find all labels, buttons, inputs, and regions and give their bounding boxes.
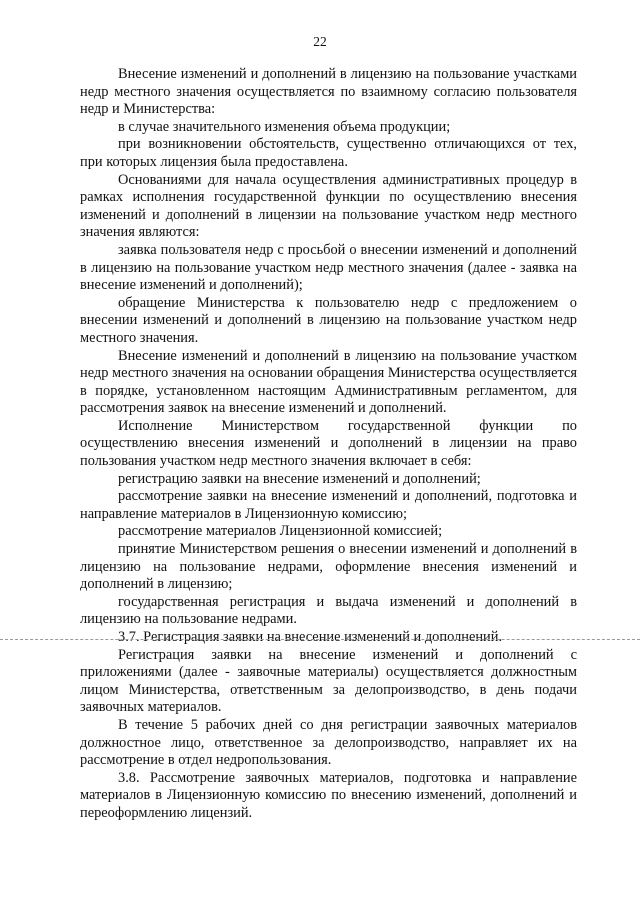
- paragraph: Внесение изменений и дополнений в лицензию на пользование участком недр местного значения на основании обращения Министерства осуществляется в порядке, установленном настоящим Административным регламентом, для рассмотрения заявок на внесение изменений и дополнений.: [80, 347, 577, 417]
- paragraph: принятие Министерством решения о внесении изменений и дополнений в лицензию на пользование недрами, оформление внесения изменений и дополнений в лицензию;: [80, 541, 577, 593]
- paragraph: рассмотрение материалов Лицензионной комиссией;: [118, 523, 443, 540]
- paragraph: заявка пользователя недр с просьбой о внесении изменений и дополнений в лицензию на пользование участком недр местного значения (далее - заявка на внесение изменений и дополнений);: [80, 241, 577, 294]
- page-number: 22: [313, 34, 327, 49]
- paragraph: рассмотрение заявки на внесение изменений и дополнений, подготовка и направление материалов в Лицензионную комиссию;: [80, 488, 577, 522]
- paragraph: Внесение изменений и дополнений в лицензию на пользование участками недр местного значения осуществляется по взаимному согласию пользователя недр и Министерства:: [80, 66, 577, 118]
- paragraph: В течение 5 рабочих дней со дня регистрации заявочных материалов должностное лицо, ответственное за делопроизводство, направляет их на рассмотрение в отдел недропользования.: [80, 716, 577, 769]
- paragraph: обращение Министерства к пользователю недр с предложением о внесении изменений и дополнений в лицензию на пользование участком недр местного значения.: [80, 294, 577, 346]
- paragraph: регистрацию заявки на внесение изменений и дополнений;: [118, 470, 481, 487]
- paragraph: Основаниями для начала осуществления административных процедур в рамках исполнения государственной функции по осуществлению внесения изменений и дополнений в лицензии на пользование участком недр местного значения являются:: [80, 171, 577, 241]
- paragraph: при возникновении обстоятельств, существенно отличающихся от тех, при которых лицензия была предоставлена.: [80, 136, 577, 170]
- document-body: [80, 66, 577, 823]
- paragraph: Исполнение Министерством государственной функции по осуществлению внесения изменений и дополнений в лицензии на право пользования участком недр местного значения включает в себя:: [80, 417, 577, 470]
- scan-artifact-line: [0, 639, 640, 640]
- paragraph: Регистрация заявки на внесение изменений и дополнений с приложениями (далее - заявочные материалы) осуществляется должностным лицом Министерства, ответственным за делопроизводство, в день подачи заявочных материалов.: [80, 646, 577, 716]
- paragraph: государственная регистрация и выдача изменений и дополнений в лицензию на пользование недрами.: [80, 593, 577, 628]
- section-heading: 3.8. Рассмотрение заявочных материалов, подготовка и направление материалов в Лицензионную комиссию по внесению изменений, дополнений и переоформлению лицензий.: [80, 769, 577, 821]
- paragraph: в случае значительного изменения объема продукции;: [118, 118, 451, 135]
- section-heading: 3.7. Регистрация заявки на внесение изменений и дополнений.: [118, 629, 503, 645]
